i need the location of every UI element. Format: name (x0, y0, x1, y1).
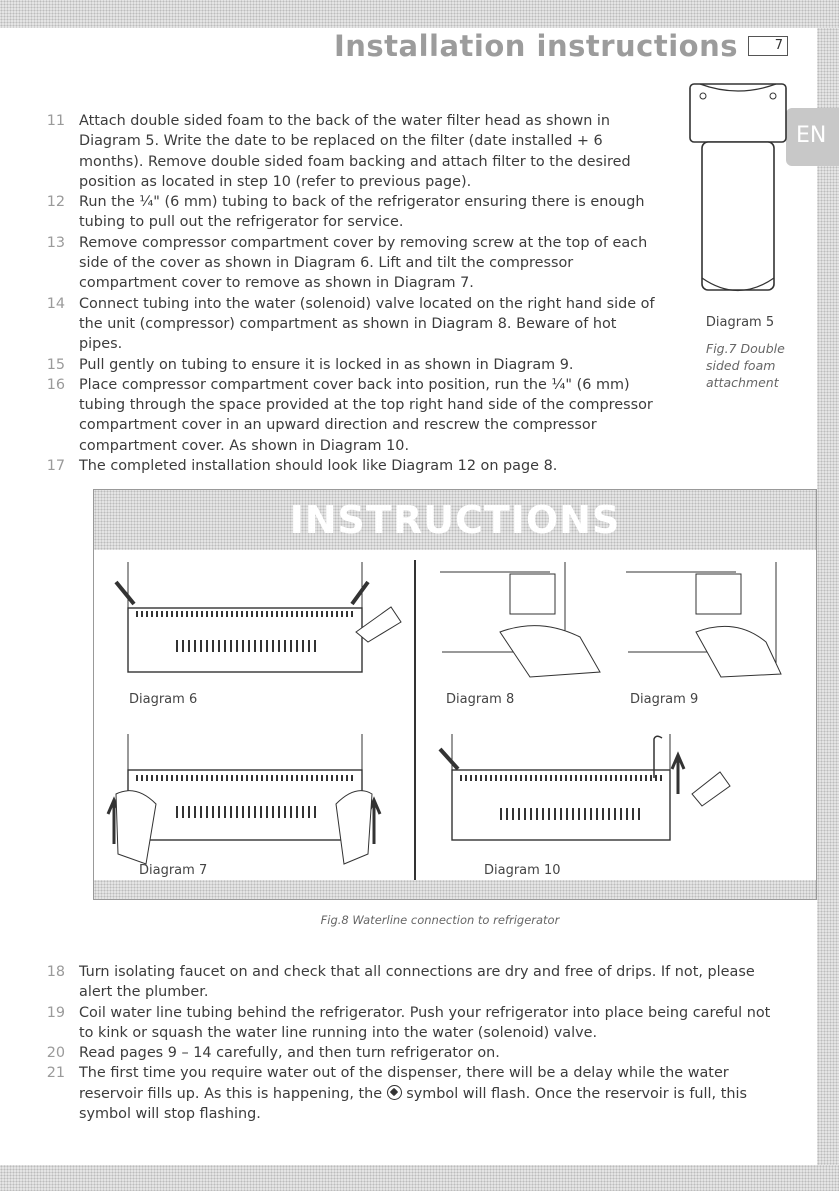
step-text: Turn isolating faucet on and check that all connections are dry and free of drips. If not, please alert the plumber. (79, 964, 755, 1001)
instructions-title: INSTRUCTIONS (289, 498, 621, 542)
step-text-continued: symbol will flash. Once the reservoir is full, this symbol will stop flashing. (79, 1085, 747, 1123)
step-text: Remove compressor compartment cover by removing screw at the top of each side of the cover as shown in Diagram 6. Lift and tilt the compressor compartment cover to remove as shown in Diagram 7. (79, 234, 648, 292)
page-title: Installation instructions (333, 29, 738, 63)
diagram-6-label: Diagram 6 (129, 692, 198, 707)
step-number: 16 (46, 376, 65, 393)
panel-divider (414, 560, 416, 880)
step-text: The completed installation should look like Diagram 12 on page 8. (79, 458, 558, 475)
figure-7-caption: Fig.7 Double sided foam attachment (706, 341, 785, 390)
step-item (39, 233, 659, 294)
step-item (39, 962, 789, 1003)
step-number: 15 (46, 356, 65, 373)
figure-8-caption: Fig.8 Waterline connection to refrigerator (320, 913, 560, 927)
step-number: 20 (46, 1045, 65, 1062)
page-number: 7 (748, 36, 788, 56)
step-number: 19 (46, 1004, 65, 1021)
step-number: 18 (46, 964, 65, 980)
step-text: Place compressor compartment cover back into position, run the ¼" (6 mm) tubing through the space provided at the top right hand side of the compressor compartment cover in an upward direction and rescrew the compressor compartment cover. As shown in Diagram 10. (79, 376, 653, 454)
step-number: 17 (46, 458, 65, 475)
step-item (39, 111, 659, 192)
step-text: The first time you require water out of the dispenser, there will be a delay while the water reservoir fills up. As this is happening, the (79, 1065, 729, 1102)
steps-list-top (39, 111, 659, 476)
side-strip (817, 28, 839, 1165)
step-number: 12 (46, 194, 65, 211)
steps-list-bottom (39, 962, 789, 1124)
step-number: 11 (46, 113, 65, 129)
instructions-header (94, 490, 816, 550)
diagram-10-illustration (430, 734, 800, 874)
diagram-9-label: Diagram 9 (630, 692, 699, 707)
diagram-7-label: Diagram 7 (139, 863, 208, 878)
fan-icon (387, 1085, 402, 1100)
step-text: Connect tubing into the water (solenoid) valve located on the right hand side of the unit (compressor) compartment as shown in Diagram 8. Beware of hot pipes. (79, 295, 655, 353)
step-number: 14 (46, 295, 65, 312)
step-text: Coil water line tubing behind the refrigerator. Push your refrigerator into place being careful not to kink or squash the water line running into the water (solenoid) valve. (79, 1004, 771, 1041)
diagram-5-label: Diagram 5 (705, 315, 775, 330)
diagram-10-label: Diagram 10 (484, 863, 561, 878)
diagram-6-illustration (106, 562, 406, 682)
step-number: 13 (46, 234, 65, 251)
step-item (39, 1063, 789, 1124)
step-item (39, 294, 659, 355)
header-band (0, 0, 839, 28)
step-item (39, 375, 659, 456)
step-item (39, 192, 659, 233)
language-tab-label: EN (796, 123, 827, 148)
water-filter-illustration (678, 78, 798, 308)
step-item (39, 1043, 789, 1063)
step-text: Read pages 9 – 14 carefully, and then turn refrigerator on. (79, 1045, 500, 1062)
step-item (39, 1003, 789, 1044)
footer-band (0, 1165, 839, 1191)
step-item (39, 456, 659, 476)
diagram-7-illustration (106, 734, 406, 874)
diagram-8-label: Diagram 8 (446, 692, 515, 707)
step-text: Pull gently on tubing to ensure it is locked in as shown in Diagram 9. (79, 356, 574, 373)
diagram-9-illustration (616, 562, 806, 682)
instructions-footer (94, 880, 816, 899)
step-text: Attach double sided foam to the back of the water filter head as shown in Diagram 5. Write the date to be replaced on the filter (date installed + 6 months). Remove double sided foam backing and attach filter to the desired position as located in step 10 (refer to previous page). (79, 113, 631, 190)
instructions-panel (93, 489, 817, 900)
diagram-8-illustration (430, 562, 620, 682)
step-item (39, 355, 659, 375)
step-number: 21 (46, 1065, 65, 1082)
step-text: Run the ¼" (6 mm) tubing to back of the refrigerator ensuring there is enough tubing to pull out the refrigerator for service. (79, 194, 645, 231)
